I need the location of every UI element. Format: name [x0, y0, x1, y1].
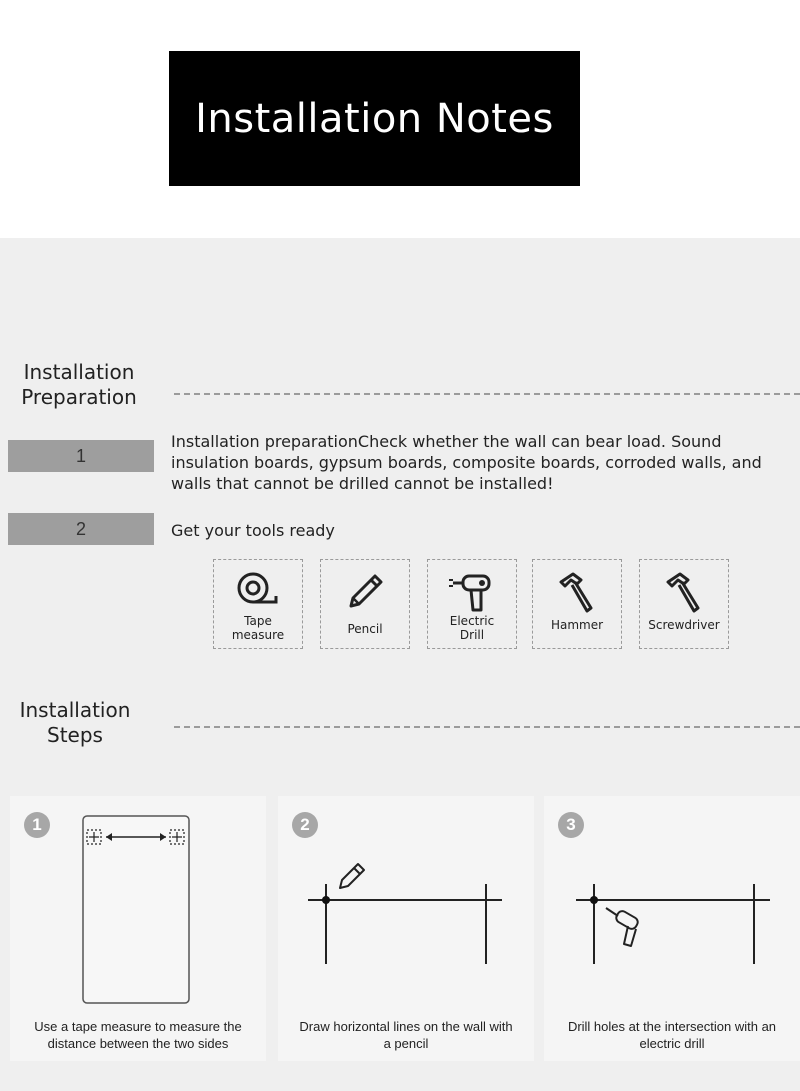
prep-step-1-line: Installation preparationCheck whether the wall can bear load. Sound: [171, 432, 722, 451]
preparation-heading: [14, 360, 144, 410]
electric-drill-icon: [606, 908, 640, 946]
prep-step-1-line: walls that cannot be drilled cannot be installed!: [171, 474, 554, 493]
tool-label-line: Hammer: [550, 618, 604, 632]
step-caption-1: [10, 1018, 266, 1052]
preparation-heading-line2: Preparation: [21, 385, 137, 409]
caption-line: Use a tape measure to measure the: [34, 1019, 242, 1034]
step-badge-number: 1: [32, 815, 42, 834]
tool-label: [347, 622, 382, 636]
step-badge-number: 3: [566, 815, 576, 834]
steps-divider: [174, 726, 800, 728]
step-card-3: [544, 796, 800, 1061]
pencil-icon: [343, 570, 387, 614]
prep-step-2-number: [8, 513, 154, 545]
caption-line: distance between the two sides: [47, 1036, 229, 1051]
tool-pencil: [320, 559, 410, 649]
caption-line: a pencil: [383, 1036, 429, 1051]
steps-heading-line1: Installation: [19, 698, 131, 722]
preparation-heading-line1: Installation: [23, 360, 135, 384]
prep-step-1-text: [171, 431, 762, 494]
steps-heading-line2: Steps: [47, 723, 103, 747]
step-card-2: [278, 796, 534, 1061]
page-title: Installation Notes: [195, 95, 554, 142]
step-caption-2: [278, 1018, 534, 1052]
tool-label: [648, 618, 719, 632]
tool-label-line: Screwdriver: [648, 618, 720, 632]
tool-label: [551, 618, 603, 632]
tool-label-line: Tape: [244, 614, 272, 628]
tool-hammer: [532, 559, 622, 649]
tool-label: [232, 614, 284, 642]
tool-label: [450, 614, 494, 642]
tool-label-line: Electric: [449, 614, 495, 628]
caption-line: Draw horizontal lines on the wall with: [299, 1019, 513, 1034]
tool-label-line: Pencil: [347, 622, 383, 636]
tool-tape-measure: [213, 559, 303, 649]
step-badge-number: 2: [300, 815, 310, 834]
caption-line: electric drill: [639, 1036, 705, 1051]
hammer-icon: [555, 570, 599, 614]
tool-label-line: Drill: [459, 628, 485, 642]
step-caption-3: [544, 1018, 800, 1052]
prep-step-2-number-text: 2: [75, 518, 86, 539]
tape-measure-icon: [236, 570, 280, 610]
preparation-divider: [174, 393, 800, 395]
tool-label-line: measure: [231, 628, 285, 642]
steps-heading: [10, 698, 140, 748]
screwdriver-icon: [662, 570, 706, 614]
prep-step-1-number: [8, 440, 154, 472]
draw-line-diagram: [278, 796, 534, 1016]
electric-drill-icon: [447, 570, 497, 614]
caption-line: Drill holes at the intersection with an: [567, 1019, 777, 1034]
prep-step-2-text: [171, 520, 335, 541]
prep-step-2-line: Get your tools ready: [171, 521, 335, 540]
measure-diagram: [10, 796, 266, 1016]
pencil-icon: [340, 864, 364, 888]
tool-screwdriver: [639, 559, 729, 649]
step-card-1: [10, 796, 266, 1061]
prep-step-1-number-text: 1: [75, 445, 86, 466]
tool-electric-drill: [427, 559, 517, 649]
prep-step-1-line: insulation boards, gypsum boards, composite boards, corroded walls, and: [171, 453, 762, 472]
drill-diagram: [544, 796, 800, 1016]
title-banner: [169, 51, 580, 186]
